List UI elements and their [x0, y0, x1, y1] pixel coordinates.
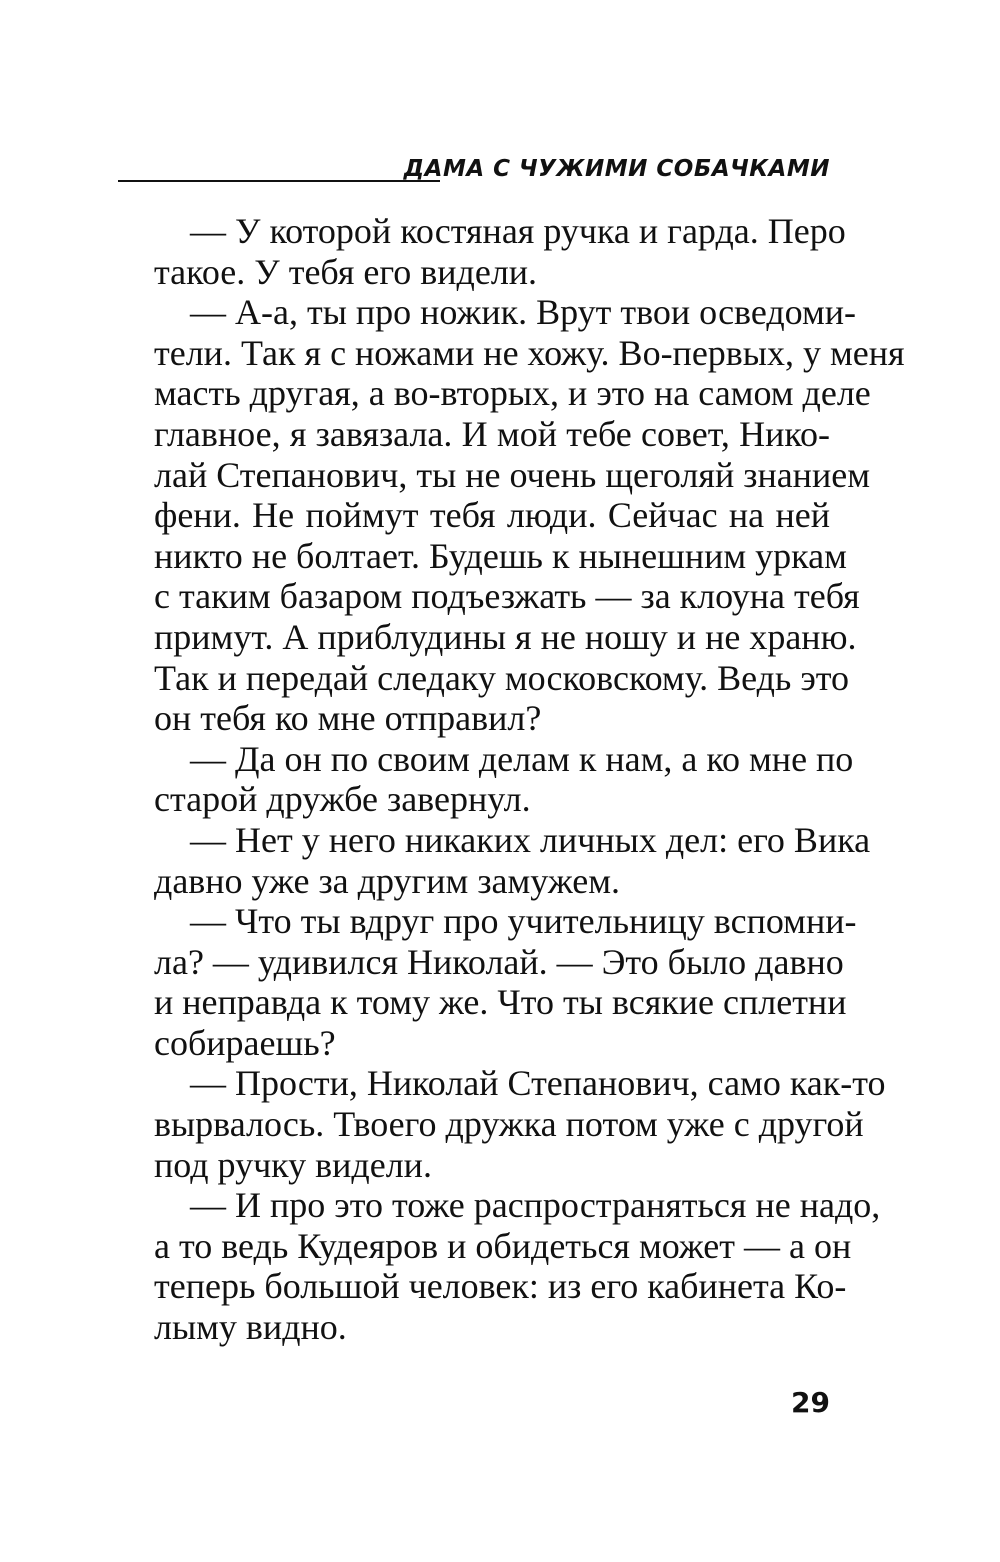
text-line: — У которой костяная ручка и гарда. Перо: [190, 211, 846, 251]
header-rule: [118, 180, 440, 182]
text-line: такое. У тебя его видели.: [154, 251, 538, 292]
running-title: ДАМА С ЧУЖИМИ СОБАЧКАМИ: [403, 156, 830, 182]
text-line: — Нет у него никаких личных дел: его Вика: [190, 819, 871, 860]
text-line: лыму видно.: [154, 1307, 347, 1348]
text-line: — И про это тоже распространяться не надо,: [190, 1185, 881, 1226]
text-line: — А-а, ты про ножик. Врут твои осведоми-: [190, 292, 856, 333]
text-line: тели. Так я с ножами не хожу. Во-первых, у меня: [154, 332, 905, 373]
paragraph: [118, 819, 871, 901]
text-line: под ручку видели.: [154, 1144, 432, 1185]
paragraph: [118, 901, 857, 1063]
text-line: примут. А приблудины я не ношу и не храню.: [154, 616, 857, 657]
paragraph: [118, 1063, 886, 1185]
text-line: а то ведь Кудеяров и обидеться может — а он: [154, 1225, 852, 1266]
text-line: и неправда к тому же. Что ты всякие сплетни: [154, 982, 847, 1023]
text-line: фени. Не поймут тебя люди. Сейчас на ней: [154, 495, 830, 536]
text-line: вырвалось. Твоего дружка потом уже с другой: [154, 1104, 864, 1145]
text-line: главное, я завязала. И мой тебе совет, Нико-: [154, 413, 830, 454]
text-line: теперь большой человек: из его кабинета Ко-: [154, 1266, 847, 1307]
running-header: [118, 156, 830, 188]
text-line: старой дружбе завернул.: [154, 779, 531, 820]
body-text: [118, 211, 905, 1348]
paragraph: [118, 1185, 881, 1348]
text-line: — Что ты вдруг про учительницу вспомни-: [190, 901, 857, 942]
text-line: ла? — удивился Николай. — Это было давно: [154, 941, 844, 982]
text-line: — Да он по своим делам к нам, а ко мне по: [190, 738, 854, 779]
text-line: давно уже за другим замужем.: [154, 860, 620, 901]
text-line: лай Степанович, ты не очень щеголяй знанием: [154, 454, 870, 495]
paragraph: [118, 211, 846, 292]
page-number: 29: [791, 1386, 830, 1419]
paragraph: [118, 738, 854, 820]
text-line: масть другая, а во-вторых, и это на самом деле: [154, 373, 871, 414]
text-line: собираешь?: [154, 1022, 336, 1063]
text-line: Так и передай следаку московскому. Ведь это: [154, 657, 850, 698]
text-line: никто не болтает. Будешь к нынешним уркам: [154, 535, 847, 576]
text-line: с таким базаром подъезжать — за клоуна тебя: [154, 576, 860, 617]
text-line: он тебя ко мне отправил?: [154, 698, 542, 739]
text-line: — Прости, Николай Степанович, само как-то: [190, 1063, 886, 1104]
paragraph: [118, 292, 905, 739]
